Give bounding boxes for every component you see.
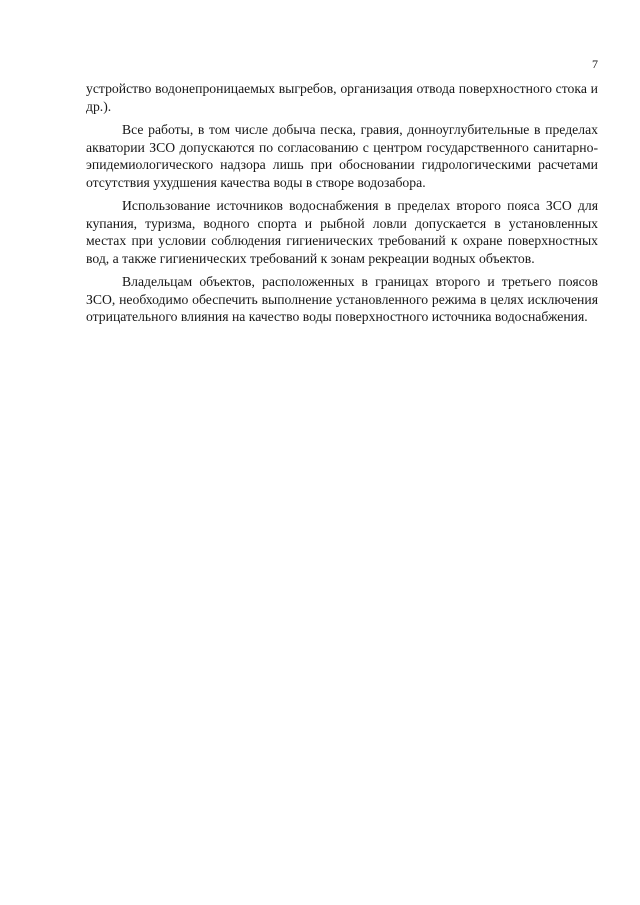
body-text — [86, 80, 598, 332]
paragraph-water-use: Использование источников водоснабжения в пределах второго пояса ЗСО для купания, туризма, водного спорта и рыбной ловли допускается в установленных местах при условии соблюдения гигиенических требований к охране поверхностных вод, а также гигиенических требований к зонам рекреации водных объектов. — [86, 198, 598, 266]
paragraph-owners-obligation: Владельцам объектов, расположенных в границах второго и третьего поясов ЗСО, необходимо обеспечить выполнение установленного режима в целях исключения отрицательного влияния на качество воды поверхностного источника водоснабжения. — [86, 274, 598, 324]
page-number: 7 — [592, 57, 598, 71]
paragraph-works-restriction: Все работы, в том числе добыча песка, гравия, донноуглубительные в пределах акватории ЗСО допускаются по согласованию с центром государственного санитарно-эпидемиологического надзора лишь при обосновании гидрологическими расчетами отсутствия ухудшения качества воды в створе водозабора. — [86, 122, 598, 190]
paragraph-continuation: устройство водонепроницаемых выгребов, организация отвода поверхностного стока и др.). — [86, 81, 598, 114]
